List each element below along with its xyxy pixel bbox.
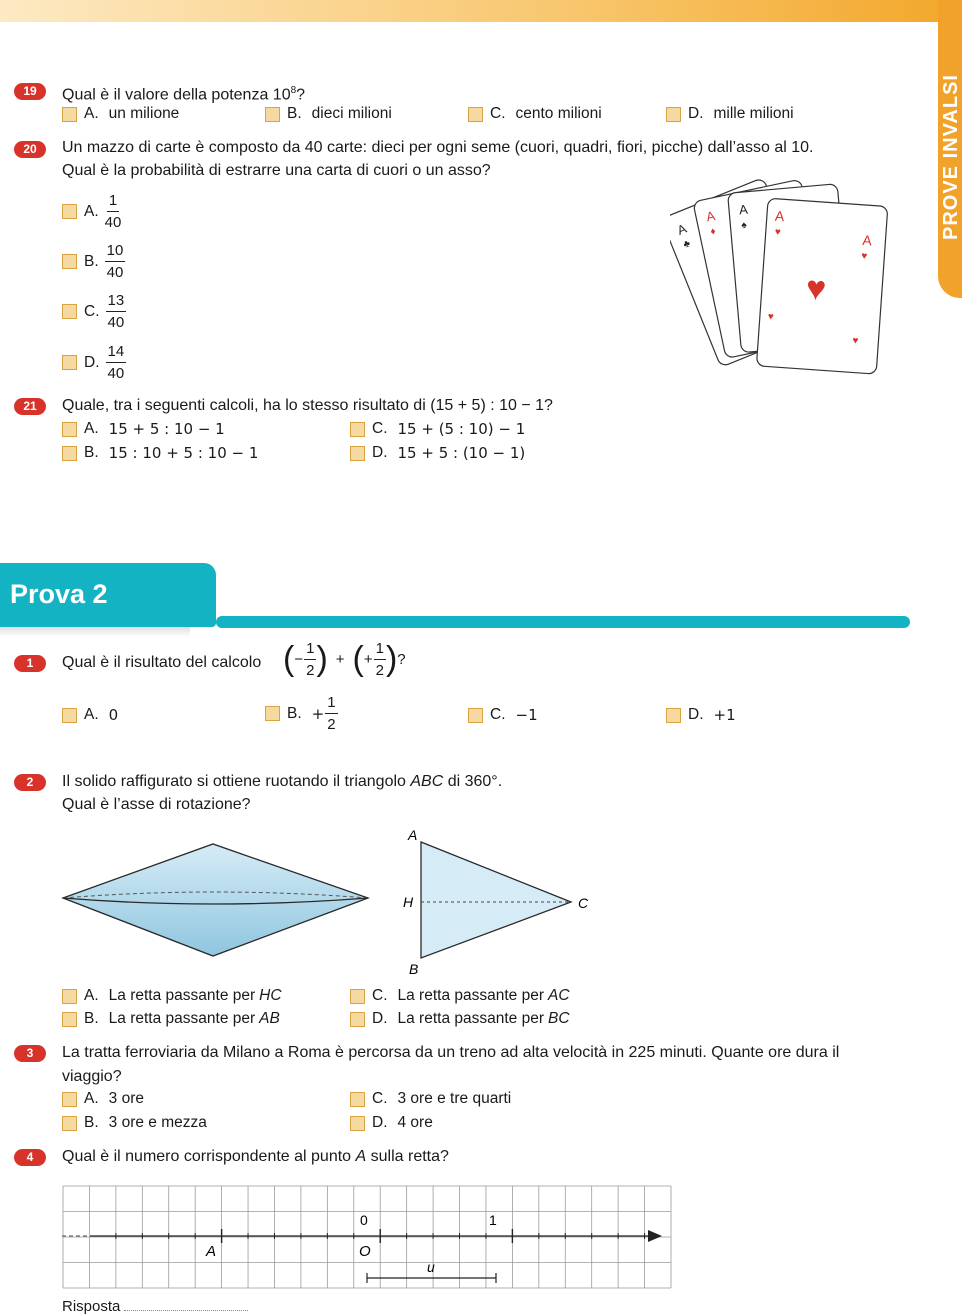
label-one: 1 xyxy=(489,1212,497,1228)
p2-question-line1 xyxy=(62,771,502,793)
answer-label: Risposta xyxy=(62,1298,121,1315)
checkbox[interactable] xyxy=(62,1092,77,1107)
sign: − xyxy=(294,651,304,668)
option-letter: A. xyxy=(84,105,99,122)
p3-question-line2: viaggio? xyxy=(62,1068,122,1085)
point-a-label: A xyxy=(206,1243,217,1260)
q20-option-b[interactable] xyxy=(62,242,125,281)
q21-option-d[interactable] xyxy=(350,443,525,463)
section-header-tab xyxy=(0,563,216,627)
option-text-italic: HC xyxy=(259,987,282,1004)
option-text: La retta passante per xyxy=(397,1010,544,1027)
option-text: 3 ore e mezza xyxy=(108,1114,207,1131)
checkbox[interactable] xyxy=(62,422,77,437)
option-letter: A. xyxy=(84,420,99,437)
checkbox[interactable] xyxy=(265,107,280,122)
option-text: La retta passante per xyxy=(108,1010,256,1027)
numerator: 1 xyxy=(304,640,316,660)
option-letter: C. xyxy=(84,302,100,320)
paren: ( xyxy=(283,640,295,678)
option-text: 3 ore e tre quarti xyxy=(397,1090,512,1107)
question-mark: ? xyxy=(397,651,406,668)
numerator: 1 xyxy=(374,640,386,660)
label-zero: 0 xyxy=(360,1212,368,1228)
question-19-text xyxy=(62,80,305,106)
denominator: 40 xyxy=(107,365,125,382)
question-number-badge: 21 xyxy=(14,398,46,415)
question-number-badge: 2 xyxy=(14,774,46,791)
checkbox[interactable] xyxy=(62,1116,77,1131)
p3-option-c[interactable] xyxy=(350,1089,511,1109)
question-text-part: Qual è il numero corrispondente al punto xyxy=(62,1148,356,1165)
option-letter: D. xyxy=(688,706,704,723)
option-text: dieci milioni xyxy=(311,105,392,122)
answer-field[interactable] xyxy=(62,1298,248,1315)
question-number-badge: 20 xyxy=(14,141,46,158)
option-letter: C. xyxy=(372,987,388,1004)
label-a: A xyxy=(408,827,418,843)
triangle-abc xyxy=(395,826,605,976)
fraction xyxy=(325,694,337,733)
side-tab xyxy=(938,0,962,298)
option-text-italic: AB xyxy=(259,1010,280,1027)
option-text: −1 xyxy=(515,706,538,724)
p2-option-a[interactable] xyxy=(62,986,282,1006)
card-letter: A xyxy=(861,231,873,249)
question-text-part: Il solido raffigurato si ottiene ruotando il triangolo xyxy=(62,773,411,790)
checkbox[interactable] xyxy=(62,1012,77,1027)
label-c: C xyxy=(578,895,589,911)
option-letter: D. xyxy=(372,1114,388,1131)
playing-cards-illustration xyxy=(670,168,895,380)
checkbox[interactable] xyxy=(666,107,681,122)
section-divider xyxy=(216,616,910,628)
option-letter: B. xyxy=(287,704,302,722)
q19-option-b[interactable] xyxy=(265,104,392,124)
denominator: 2 xyxy=(375,662,384,679)
checkbox[interactable] xyxy=(265,706,280,721)
fraction xyxy=(106,343,127,382)
denominator: 2 xyxy=(327,716,336,733)
label-h: H xyxy=(403,894,414,910)
fraction xyxy=(106,292,127,331)
question-number-badge: 19 xyxy=(14,83,46,100)
checkbox[interactable] xyxy=(350,1012,365,1027)
q19-option-a[interactable] xyxy=(62,104,179,124)
p2-option-b[interactable] xyxy=(62,1009,280,1029)
sign: + xyxy=(311,704,325,723)
question-20-line1: Un mazzo di carte è composto da 40 carte: dieci per ogni seme (cuori, quadri, fiori, picche) dall’asso al 10. xyxy=(62,139,814,156)
checkbox[interactable] xyxy=(350,446,365,461)
numerator: 1 xyxy=(107,192,119,212)
option-text: 15 : 10 + 5 : 10 − 1 xyxy=(108,444,259,462)
question-text-part: di 360°. xyxy=(443,773,503,790)
p3-question-line1: La tratta ferroviaria da Milano a Roma è percorsa da un treno ad alta velocità in 225 minuti. Quante ore dura il xyxy=(62,1044,840,1061)
numerator: 10 xyxy=(105,242,126,262)
fraction xyxy=(105,242,126,281)
p1-option-d[interactable] xyxy=(666,705,736,725)
denominator: 40 xyxy=(106,264,124,281)
fraction xyxy=(374,640,386,679)
card-hearts xyxy=(756,198,887,374)
option-text-italic: AC xyxy=(548,987,570,1004)
question-text-part: sulla retta? xyxy=(366,1148,449,1165)
option-text: cento milioni xyxy=(515,105,602,122)
option-letter: D. xyxy=(688,105,704,122)
diamond-icon: ♦ xyxy=(709,226,717,238)
section-title: Prova 2 xyxy=(10,579,108,609)
q20-option-a[interactable] xyxy=(62,192,121,231)
q19-option-c[interactable] xyxy=(468,104,602,124)
spade-icon: ♠ xyxy=(740,219,748,232)
option-text: 15 + 5 : 10 − 1 xyxy=(108,420,225,438)
option-text: un milione xyxy=(108,105,180,122)
option-letter: C. xyxy=(372,1090,388,1107)
option-text: +1 xyxy=(713,706,736,724)
option-letter: B. xyxy=(287,105,302,122)
paren: ) xyxy=(316,640,328,678)
option-letter: D. xyxy=(372,444,388,461)
checkbox[interactable] xyxy=(62,989,77,1004)
numerator: 14 xyxy=(106,343,127,363)
checkbox[interactable] xyxy=(62,708,77,723)
denominator: 40 xyxy=(104,214,122,231)
point-o-label: O xyxy=(359,1243,371,1260)
q19-option-d[interactable] xyxy=(666,104,794,124)
numerator: 1 xyxy=(325,694,337,714)
card-letter: A xyxy=(704,207,717,225)
paren: ) xyxy=(385,640,398,678)
grid-lines xyxy=(63,1186,671,1288)
p3-option-b[interactable] xyxy=(62,1113,207,1133)
checkbox[interactable] xyxy=(666,708,681,723)
checkbox[interactable] xyxy=(62,355,77,370)
checkbox[interactable] xyxy=(62,446,77,461)
question-21-text: Quale, tra i seguenti calcoli, ha lo stesso risultato di (15 + 5) : 10 − 1? xyxy=(62,397,553,414)
card-letter: A xyxy=(774,207,785,225)
club-icon: ♣ xyxy=(681,238,692,251)
option-text: 0 xyxy=(108,706,119,724)
unit-label: u xyxy=(427,1259,435,1275)
checkbox[interactable] xyxy=(350,422,365,437)
heart-icon: ♥ xyxy=(804,269,828,309)
arrow-icon xyxy=(648,1230,662,1242)
option-letter: D. xyxy=(372,1010,388,1027)
option-text: mille milioni xyxy=(713,105,794,122)
question-number-badge: 4 xyxy=(14,1149,46,1166)
option-text: 15 + 5 : (10 − 1) xyxy=(397,444,526,462)
sign: + xyxy=(363,651,373,668)
label-b: B xyxy=(409,961,419,976)
option-letter: A. xyxy=(84,706,99,723)
number-line-grid xyxy=(62,1185,672,1289)
option-letter: B. xyxy=(84,1010,99,1027)
side-tab-label: PROVE INVALSI xyxy=(940,74,962,241)
option-text: 4 ore xyxy=(397,1114,433,1131)
option-text: La retta passante per xyxy=(108,987,256,1004)
triangle-shape xyxy=(421,842,571,958)
heart-icon: ♥ xyxy=(767,311,775,323)
option-letter: B. xyxy=(84,444,99,461)
paren: ( xyxy=(352,640,364,678)
q21-option-c[interactable] xyxy=(350,419,525,439)
option-letter: C. xyxy=(372,420,388,437)
q21-option-b[interactable] xyxy=(62,443,258,463)
checkbox[interactable] xyxy=(350,1092,365,1107)
card-letter: A xyxy=(738,201,749,218)
heart-icon: ♥ xyxy=(774,226,782,239)
top-color-band xyxy=(0,0,962,22)
bicone-outline xyxy=(63,844,368,956)
question-number-badge: 1 xyxy=(14,655,46,672)
q20-option-d[interactable] xyxy=(62,343,126,382)
question-text-italic: ABC xyxy=(410,773,444,790)
option-text: 3 ore xyxy=(108,1090,144,1107)
section-shadow xyxy=(0,627,190,637)
question-20-line2: Qual è la probabilità di estrarre una carta di cuori o un asso? xyxy=(62,162,491,179)
question-number-badge: 3 xyxy=(14,1045,46,1062)
fraction xyxy=(105,192,122,231)
option-letter: A. xyxy=(84,987,99,1004)
question-text-part: Qual è il valore della potenza 10 xyxy=(62,86,291,104)
p3-option-a[interactable] xyxy=(62,1089,144,1109)
p2-option-c[interactable] xyxy=(350,986,570,1006)
fraction xyxy=(304,640,316,679)
checkbox[interactable] xyxy=(350,1116,365,1131)
option-letter: B. xyxy=(84,252,99,270)
checkbox[interactable] xyxy=(62,204,77,219)
option-letter: B. xyxy=(84,1114,99,1131)
option-letter: A. xyxy=(84,1090,99,1107)
option-letter: D. xyxy=(84,353,100,371)
option-text: La retta passante per xyxy=(397,987,544,1004)
p1-question-text: Qual è il risultato del calcolo xyxy=(62,654,262,671)
p3-option-d[interactable] xyxy=(350,1113,433,1133)
denominator: 2 xyxy=(306,662,315,679)
heart-icon: ♥ xyxy=(852,335,859,347)
option-text: 15 + (5 : 10) − 1 xyxy=(397,420,526,438)
p4-question-text xyxy=(62,1146,449,1168)
exponent: 8 xyxy=(290,85,297,96)
p2-question-line2: Qual è l’asse di rotazione? xyxy=(62,796,251,813)
q20-option-c[interactable] xyxy=(62,292,126,331)
p2-option-d[interactable] xyxy=(350,1009,570,1029)
option-text-italic: BC xyxy=(548,1010,570,1027)
checkbox[interactable] xyxy=(62,254,77,269)
checkbox[interactable] xyxy=(350,989,365,1004)
checkbox[interactable] xyxy=(62,107,77,122)
option-letter: C. xyxy=(490,706,506,723)
checkbox[interactable] xyxy=(468,107,483,122)
bicone-solid xyxy=(58,838,374,964)
option-letter: A. xyxy=(84,202,99,220)
numerator: 13 xyxy=(106,292,127,312)
p1-option-b[interactable] xyxy=(265,694,338,733)
p1-expression xyxy=(283,640,406,679)
q21-option-a[interactable] xyxy=(62,419,225,439)
answer-blank[interactable] xyxy=(124,1310,248,1311)
option-letter: C. xyxy=(490,105,506,122)
heart-icon: ♥ xyxy=(860,250,868,263)
question-text-italic: A xyxy=(355,1148,367,1165)
checkbox[interactable] xyxy=(468,708,483,723)
p1-option-a[interactable] xyxy=(62,705,118,725)
card-letter: A xyxy=(674,220,689,238)
checkbox[interactable] xyxy=(62,304,77,319)
p1-option-c[interactable] xyxy=(468,705,538,725)
denominator: 40 xyxy=(107,314,125,331)
sign: + xyxy=(335,651,345,668)
question-text-part: ? xyxy=(296,86,306,104)
